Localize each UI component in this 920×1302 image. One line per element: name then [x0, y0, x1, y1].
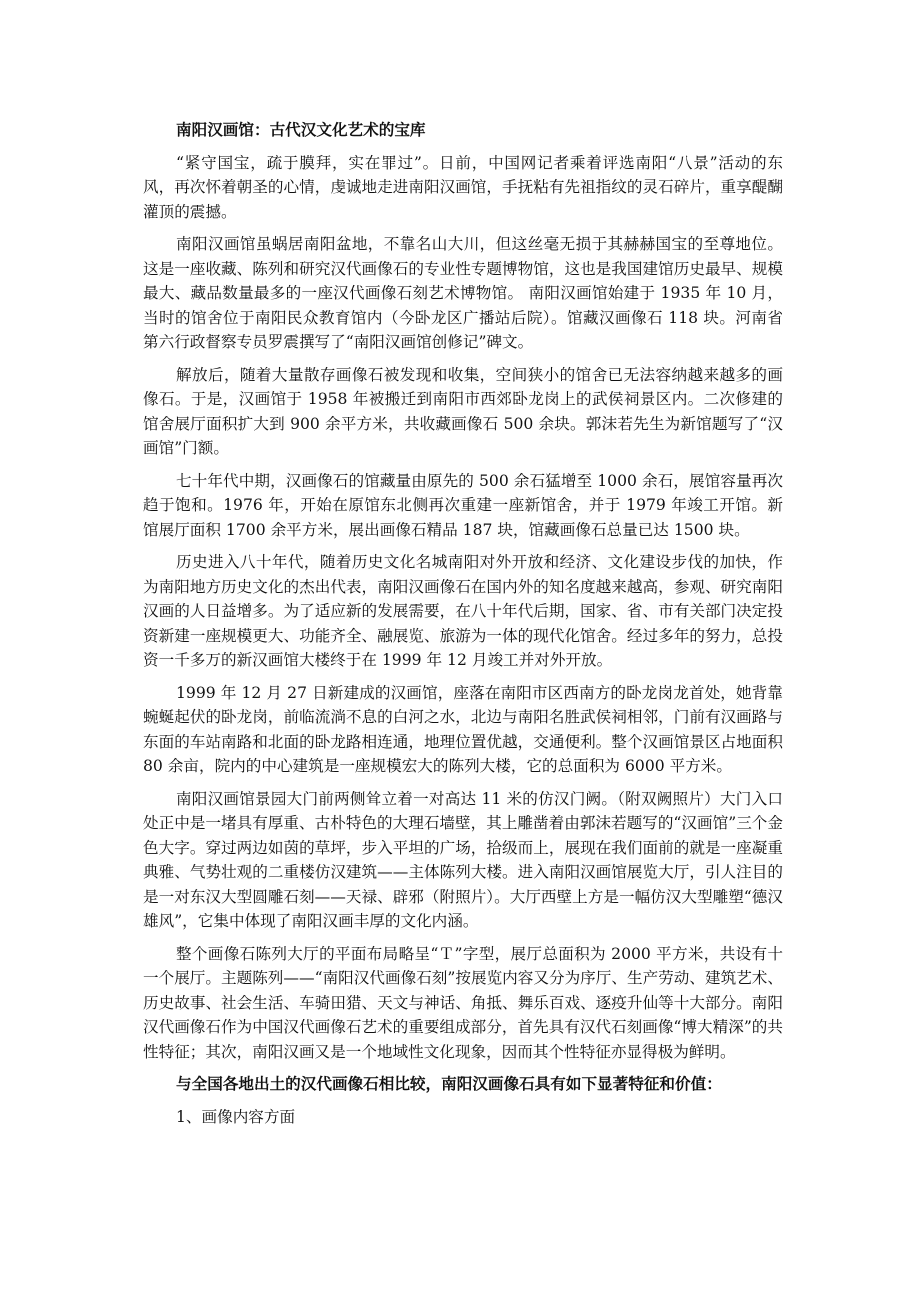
section-heading: 与全国各地出土的汉代画像石相比较，南阳汉画像石具有如下显著特征和价值： — [176, 1075, 722, 1093]
subheading-content: 1、画像内容方面 — [176, 1107, 296, 1126]
document-title: 南阳汉画馆：古代汉文化艺术的宝库 — [176, 121, 426, 139]
paragraph-new-building-1999: 1999 年 12 月 27 日新建成的汉画馆，座落在南阳市区西南方的卧龙岗龙首处，她背靠蜿蜒起伏的卧龙岗，前临流淌不息的白河之水，北边与南阳名胜武侯祠相邻，门前有汉画路与东面的车站南路和北面的卧龙路相连通，地理位置优越，交通便利。整个汉画馆景区占地面积 80 余亩，院内的中心建筑是一座规模宏大的陈列大楼，它的总面积为 6000 平方米。 — [143, 683, 783, 775]
paragraph-history-founding: 南阳汉画馆虽蜗居南阳盆地，不靠名山大川，但这丝毫无损于其赫赫国宝的至尊地位。这是一座收藏、陈列和研究汉代画像石的专业性专题博物馆，这也是我国建馆历史最早、规模最大、藏品数量最多的一座汉代画像石刻艺术博物馆。 南阳汉画馆始建于 1935 年 10 月，当时的馆舍位于南阳民众教育馆内（今卧龙区广播站后院）。馆藏汉画像石 118 块。河南省第六行政督察专员罗震撰写了“南阳汉画馆创修记”碑文。 — [143, 235, 783, 351]
paragraph-gate-and-hall: 南阳汉画馆景园大门前两侧耸立着一对高达 11 米的仿汉门阙。（附双阙照片）大门入口处正中是一堵具有厚重、古朴特色的大理石墙壁，其上雕凿着由郭沫若题写的“汉画馆”三个金色大字。穿过两边如茵的草坪，步入平坦的广场，拾级而上，展现在我们面前的就是一座凝重典雅、气势壮观的二重楼仿汉建筑——主体陈列大楼。进入南阳汉画馆展览大厅，引人注目的是一对东汉大型圆雕石刻——天禄、辟邪（附照片）。大厅西壁上方是一幅仿汉大型雕塑“德汉雄风”，它集中体现了南阳汉画丰厚的文化内涵。 — [143, 789, 783, 930]
paragraph-relocation-1958: 解放后，随着大量散存画像石被发现和收集，空间狭小的馆舍已无法容纳越来越多的画像石。于是，汉画馆于 1958 年被搬迁到南阳市西郊卧龙岗上的武侯祠景区内。二次修建的馆舍展厅面积扩大到 900 余平方米，共收藏画像石 500 余块。郭沫若先生为新馆题写了“汉画馆”门额。 — [143, 365, 783, 457]
paragraph-intro: “紧守国宝，疏于膜拜，实在罪过”。日前，中国网记者乘着评选南阳“八景”活动的东风，再次怀着朝圣的心情，虔诚地走进南阳汉画馆，手抚粘有先祖指纹的灵石碎片，重享醍醐灌顶的震撼。 — [143, 153, 783, 221]
paragraph-eighties: 历史进入八十年代，随着历史文化名城南阳对外开放和经济、文化建设步伐的加快，作为南阳地方历史文化的杰出代表，南阳汉画像石在国内外的知名度越来越高，参观、研究南阳汉画的人日益增多。为了适应新的发展需要，在八十年代后期，国家、省、市有关部门决定投资新建一座规模更大、功能齐全、融展览、旅游为一体的现代化馆舍。经过多年的努力，总投资一千多万的新汉画馆大楼终于在 1999 年 12 月竣工并对外开放。 — [143, 553, 783, 669]
paragraph-exhibition-layout: 整个画像石陈列大厅的平面布局略呈“Ｔ”字型，展厅总面积为 2000 平方米，共设有十一个展厅。主题陈列——“南阳汉代画像石刻”按展览内容又分为序厅、生产劳动、建筑艺术、历史故事、社会生活、车骑田猎、天文与神话、角抵、舞乐百戏、逐疫升仙等十大部分。南阳汉代画像石作为中国汉代画像石艺术的重要组成部分，首先具有汉代石刻画像“博大精深”的共性特征；其次，南阳汉画又是一个地域性文化现象，因而其个性特征亦显得极为鲜明。 — [143, 944, 783, 1061]
document-page — [143, 118, 783, 1137]
paragraph-seventies: 七十年代中期，汉画像石的馆藏量由原先的 500 余石猛增至 1000 余石，展馆容量再次趋于饱和。1976 年，开始在原馆东北侧再次重建一座新馆舍，并于 1979 年竣工开馆。新馆展厅面积 1700 余平方米，展出画像石精品 187 块，馆藏画像石总量已达 1500 块。 — [143, 471, 783, 539]
